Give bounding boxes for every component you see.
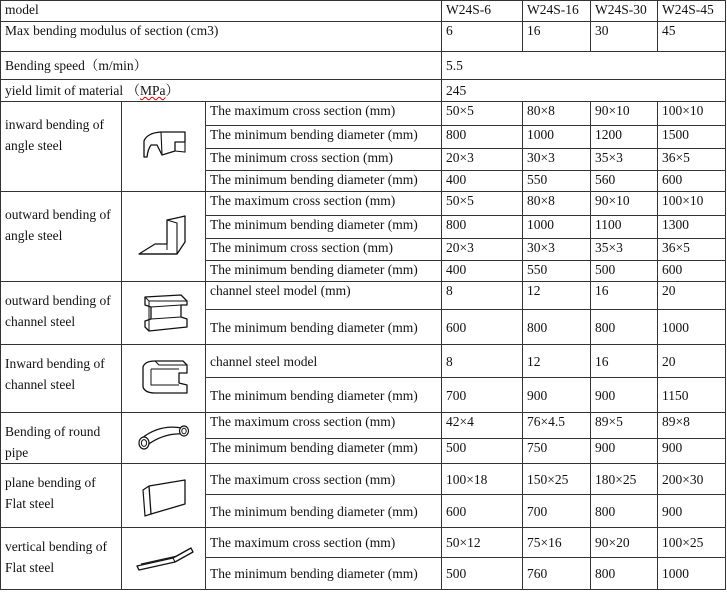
bending-type-label: angle steel bbox=[5, 138, 63, 153]
parameter-value: 90×10 bbox=[591, 192, 658, 216]
parameter-value: 600 bbox=[442, 495, 523, 528]
parameter-value: 76×4.5 bbox=[523, 413, 591, 439]
parameter-value: 20×3 bbox=[442, 239, 523, 261]
bending-type-label: angle steel bbox=[5, 228, 63, 243]
yield-label-end: ） bbox=[165, 83, 179, 98]
parameter-value: 35×3 bbox=[591, 149, 658, 171]
parameter-label: The maximum cross section (mm) bbox=[206, 192, 442, 216]
parameter-value: 30×3 bbox=[523, 239, 591, 261]
parameter-label: The maximum cross section (mm) bbox=[206, 102, 442, 126]
profile-shape-cell bbox=[122, 102, 206, 192]
modulus-row bbox=[1, 22, 726, 52]
parameter-value: 1100 bbox=[591, 216, 658, 239]
parameter-value: 800 bbox=[523, 310, 591, 345]
bending-type-label: Flat steel bbox=[5, 496, 55, 511]
parameter-label: The maximum cross section (mm) bbox=[206, 413, 442, 439]
speed-label: Bending speed（m/min） bbox=[1, 52, 442, 80]
parameter-value: 8 bbox=[442, 282, 523, 310]
modulus-value: 30 bbox=[591, 22, 658, 52]
bending-type-label: inward bending of bbox=[5, 117, 104, 132]
parameter-value: 1500 bbox=[658, 126, 726, 149]
header-row bbox=[1, 1, 726, 22]
parameter-value: 760 bbox=[523, 558, 591, 590]
inward-channel-steel-icon bbox=[122, 357, 205, 401]
parameter-value: 600 bbox=[442, 310, 523, 345]
modulus-value: 16 bbox=[523, 22, 591, 52]
bending-type-label: pipe bbox=[5, 445, 29, 460]
parameter-value: 400 bbox=[442, 261, 523, 282]
parameter-label: The minimum bending diameter (mm) bbox=[206, 378, 442, 413]
parameter-value: 75×16 bbox=[523, 528, 591, 558]
parameter-value: 800 bbox=[442, 216, 523, 239]
yield-row bbox=[1, 80, 726, 102]
parameter-value: 42×4 bbox=[442, 413, 523, 439]
spec-row bbox=[1, 192, 726, 216]
parameter-value: 800 bbox=[591, 495, 658, 528]
parameter-value: 1000 bbox=[523, 126, 591, 149]
parameter-value: 900 bbox=[591, 439, 658, 464]
bending-type-label: Flat steel bbox=[5, 560, 55, 575]
parameter-value: 600 bbox=[658, 171, 726, 192]
modulus-value: 45 bbox=[658, 22, 726, 52]
parameter-label: The minimum bending diameter (mm) bbox=[206, 310, 442, 345]
parameter-label: The minimum bending diameter (mm) bbox=[206, 171, 442, 192]
parameter-value: 16 bbox=[591, 345, 658, 378]
parameter-label: The minimum bending diameter (mm) bbox=[206, 495, 442, 528]
profile-shape-cell bbox=[122, 192, 206, 282]
parameter-value: 750 bbox=[523, 439, 591, 464]
parameter-value: 50×5 bbox=[442, 192, 523, 216]
parameter-value: 20×3 bbox=[442, 149, 523, 171]
model-w24s-16: W24S-16 bbox=[523, 1, 591, 22]
parameter-value: 90×20 bbox=[591, 528, 658, 558]
parameter-label: The minimum bending diameter (mm) bbox=[206, 216, 442, 239]
spec-row bbox=[1, 464, 726, 495]
parameter-value: 20 bbox=[658, 282, 726, 310]
parameter-value: 200×30 bbox=[658, 464, 726, 495]
parameter-value: 900 bbox=[591, 378, 658, 413]
parameter-value: 900 bbox=[658, 495, 726, 528]
parameter-value: 800 bbox=[591, 310, 658, 345]
parameter-label: The minimum cross section (mm) bbox=[206, 149, 442, 171]
speed-row bbox=[1, 52, 726, 80]
yield-label-start: yield limit of material （ bbox=[5, 83, 140, 98]
parameter-value: 100×18 bbox=[442, 464, 523, 495]
profile-shape-cell bbox=[122, 528, 206, 590]
bending-type-cell bbox=[1, 192, 122, 282]
parameter-value: 89×8 bbox=[658, 413, 726, 439]
parameter-value: 180×25 bbox=[591, 464, 658, 495]
parameter-value: 20 bbox=[658, 345, 726, 378]
parameter-value: 50×12 bbox=[442, 528, 523, 558]
parameter-value: 30×3 bbox=[523, 149, 591, 171]
parameter-value: 700 bbox=[523, 495, 591, 528]
parameter-value: 550 bbox=[523, 261, 591, 282]
profile-shape-cell bbox=[122, 345, 206, 413]
parameter-label: The minimum cross section (mm) bbox=[206, 239, 442, 261]
parameter-value: 400 bbox=[442, 171, 523, 192]
parameter-value: 500 bbox=[442, 558, 523, 590]
modulus-value: 6 bbox=[442, 22, 523, 52]
bending-type-label: outward bending of bbox=[5, 293, 111, 308]
spec-row bbox=[1, 102, 726, 126]
parameter-value: 800 bbox=[591, 558, 658, 590]
yield-label bbox=[1, 80, 442, 102]
parameter-value: 1000 bbox=[658, 310, 726, 345]
parameter-value: 89×5 bbox=[591, 413, 658, 439]
parameter-value: 900 bbox=[523, 378, 591, 413]
bending-type-label: outward bending of bbox=[5, 207, 111, 222]
parameter-value: 1000 bbox=[658, 558, 726, 590]
parameter-value: 100×25 bbox=[658, 528, 726, 558]
parameter-value: 1300 bbox=[658, 216, 726, 239]
parameter-value: 90×10 bbox=[591, 102, 658, 126]
parameter-label: The minimum bending diameter (mm) bbox=[206, 558, 442, 590]
inward-angle-steel-icon bbox=[122, 127, 205, 167]
parameter-value: 900 bbox=[658, 439, 726, 464]
speed-value: 5.5 bbox=[442, 52, 726, 80]
parameter-value: 35×3 bbox=[591, 239, 658, 261]
bending-type-label: Bending of round bbox=[5, 424, 101, 439]
bending-type-cell bbox=[1, 102, 122, 192]
parameter-value: 36×5 bbox=[658, 239, 726, 261]
bending-type-cell bbox=[1, 528, 122, 590]
parameter-value: 550 bbox=[523, 171, 591, 192]
bending-type-label: plane bending of bbox=[5, 475, 96, 490]
parameter-value: 1000 bbox=[523, 216, 591, 239]
bending-type-cell bbox=[1, 413, 122, 464]
spec-row bbox=[1, 413, 726, 439]
parameter-label: The maximum cross section (mm) bbox=[206, 464, 442, 495]
spec-row bbox=[1, 282, 726, 310]
parameter-value: 800 bbox=[442, 126, 523, 149]
yield-value: 245 bbox=[442, 80, 726, 102]
yield-label-unit: MPa bbox=[139, 83, 166, 98]
model-label: model bbox=[1, 1, 442, 22]
parameter-label: The minimum bending diameter (mm) bbox=[206, 261, 442, 282]
parameter-value: 80×8 bbox=[523, 192, 591, 216]
parameter-value: 36×5 bbox=[658, 149, 726, 171]
parameter-value: 560 bbox=[591, 171, 658, 192]
outward-channel-steel-icon bbox=[122, 291, 205, 335]
plane-flat-steel-icon bbox=[122, 474, 205, 518]
parameter-label: channel steel model bbox=[206, 345, 442, 378]
bending-type-cell bbox=[1, 282, 122, 345]
profile-shape-cell bbox=[122, 413, 206, 464]
model-w24s-30: W24S-30 bbox=[591, 1, 658, 22]
profile-shape-cell bbox=[122, 282, 206, 345]
parameter-value: 12 bbox=[523, 282, 591, 310]
spec-row bbox=[1, 528, 726, 558]
parameter-value: 600 bbox=[658, 261, 726, 282]
parameter-value: 12 bbox=[523, 345, 591, 378]
modulus-label: Max bending modulus of section (cm3) bbox=[1, 22, 442, 52]
parameter-label: The maximum cross section (mm) bbox=[206, 528, 442, 558]
model-w24s-6: W24S-6 bbox=[442, 1, 523, 22]
parameter-value: 1150 bbox=[658, 378, 726, 413]
parameter-value: 100×10 bbox=[658, 192, 726, 216]
bending-type-label: channel steel bbox=[5, 314, 76, 329]
parameter-value: 80×8 bbox=[523, 102, 591, 126]
parameter-value: 700 bbox=[442, 378, 523, 413]
bending-type-cell bbox=[1, 464, 122, 528]
parameter-label: The minimum bending diameter (mm) bbox=[206, 439, 442, 464]
profile-shape-cell bbox=[122, 464, 206, 528]
bending-type-label: vertical bending of bbox=[5, 539, 107, 554]
parameter-value: 150×25 bbox=[523, 464, 591, 495]
parameter-value: 50×5 bbox=[442, 102, 523, 126]
parameter-label: channel steel model (mm) bbox=[206, 282, 442, 310]
bending-type-cell bbox=[1, 345, 122, 413]
parameter-value: 100×10 bbox=[658, 102, 726, 126]
outward-angle-steel-icon bbox=[122, 214, 205, 260]
parameter-value: 500 bbox=[442, 439, 523, 464]
model-w24s-45: W24S-45 bbox=[658, 1, 726, 22]
parameter-label: The minimum bending diameter (mm) bbox=[206, 126, 442, 149]
parameter-value: 500 bbox=[591, 261, 658, 282]
parameter-value: 8 bbox=[442, 345, 523, 378]
vertical-flat-steel-icon bbox=[122, 544, 205, 574]
spec-row bbox=[1, 345, 726, 378]
parameter-value: 16 bbox=[591, 282, 658, 310]
bending-type-label: Inward bending of bbox=[5, 356, 105, 371]
bending-type-label: channel steel bbox=[5, 377, 76, 392]
parameter-value: 1200 bbox=[591, 126, 658, 149]
round-pipe-icon bbox=[122, 422, 205, 454]
